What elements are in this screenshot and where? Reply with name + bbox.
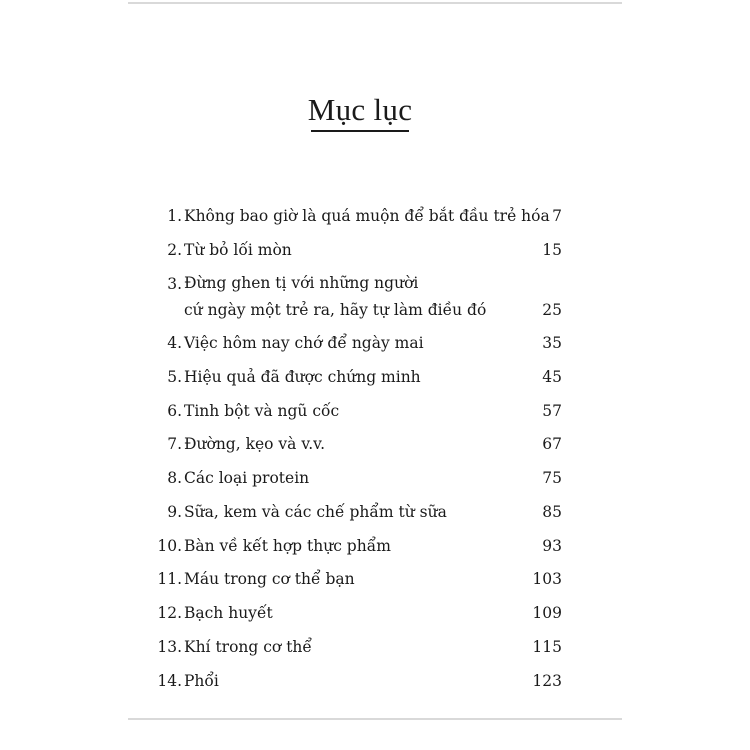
- toc-entry-number: 9.: [167, 503, 182, 521]
- toc-entry: [150, 367, 562, 387]
- toc-entry: [150, 536, 562, 556]
- toc-entry-page: 35: [542, 334, 562, 352]
- toc-entry: [150, 468, 562, 488]
- toc-entry: [150, 671, 562, 691]
- toc-entry-page: 57: [542, 402, 562, 420]
- toc-entry-title: Hiệu quả đã được chứng minh: [184, 368, 421, 386]
- toc-entry-page: 45: [542, 368, 562, 386]
- toc-entry-title: Các loại protein: [184, 469, 310, 487]
- toc-entry-number: 12.: [157, 604, 182, 622]
- toc-entry-page: 103: [532, 570, 562, 588]
- page-edge-bottom: [128, 718, 622, 720]
- toc-entry: [150, 603, 562, 623]
- toc-entry: [150, 502, 562, 522]
- toc-entry: [150, 206, 562, 226]
- toc-entry-number: 3.: [167, 275, 182, 293]
- toc-entry-title: Máu trong cơ thể bạn: [184, 570, 355, 588]
- toc-entry: [150, 569, 562, 589]
- toc-entry-number: 10.: [157, 537, 182, 555]
- toc-entry-title: Tinh bột và ngũ cốc: [184, 402, 340, 420]
- toc-entry-title: Đừng ghen tị với những người cứ ngày một trẻ ra, hãy tự làm điều đó: [184, 274, 487, 319]
- toc-entry-number: 14.: [157, 672, 182, 690]
- toc-entry-number: 8.: [167, 469, 182, 487]
- toc-entry-page: 109: [532, 604, 562, 622]
- toc-entry: [150, 270, 562, 322]
- toc-entry-page: 115: [532, 638, 562, 656]
- toc-entry: [150, 401, 562, 421]
- toc-entry: [150, 240, 562, 260]
- toc-entry-page: 15: [542, 241, 562, 259]
- toc-entry-page: 85: [542, 503, 562, 521]
- toc-entry-number: 13.: [157, 638, 182, 656]
- toc-entry-title: Phổi: [184, 672, 219, 690]
- toc-entry-number: 11.: [157, 570, 182, 588]
- toc-entry-title: Khí trong cơ thể: [184, 638, 312, 656]
- toc-entry-title: Bàn về kết hợp thực phẩm: [184, 537, 391, 555]
- toc-entry-page: 7: [552, 207, 562, 225]
- toc-entry: [150, 434, 562, 454]
- toc-entry-title: Việc hôm nay chớ để ngày mai: [184, 334, 424, 352]
- toc-entry-number: 5.: [167, 368, 182, 386]
- toc-entry-title: Không bao giờ là quá muộn để bắt đầu trẻ hóa: [184, 207, 550, 225]
- toc-entry-title: Bạch huyết: [184, 604, 273, 622]
- toc-entry-page: 123: [532, 672, 562, 690]
- toc-entry-number: 4.: [167, 334, 182, 352]
- toc-entry-title: Sữa, kem và các chế phẩm từ sữa: [184, 503, 447, 521]
- toc-entry: [150, 637, 562, 657]
- toc-entry-number: 1.: [167, 207, 182, 225]
- toc-entry-page: 25: [542, 301, 562, 319]
- toc-entry-number: 7.: [167, 435, 182, 453]
- toc-entry: [150, 333, 562, 353]
- toc-entry-page: 93: [542, 537, 562, 555]
- toc-entry-title: Từ bỏ lối mòn: [184, 241, 292, 259]
- page-title: Mục lục: [307, 92, 413, 127]
- toc-entry-title: Đường, kẹo và v.v.: [184, 435, 326, 453]
- toc-entry-number: 6.: [167, 402, 182, 420]
- toc-entry-page: 75: [542, 469, 562, 487]
- toc-entry-number: 2.: [167, 241, 182, 259]
- toc-entry-page: 67: [542, 435, 562, 453]
